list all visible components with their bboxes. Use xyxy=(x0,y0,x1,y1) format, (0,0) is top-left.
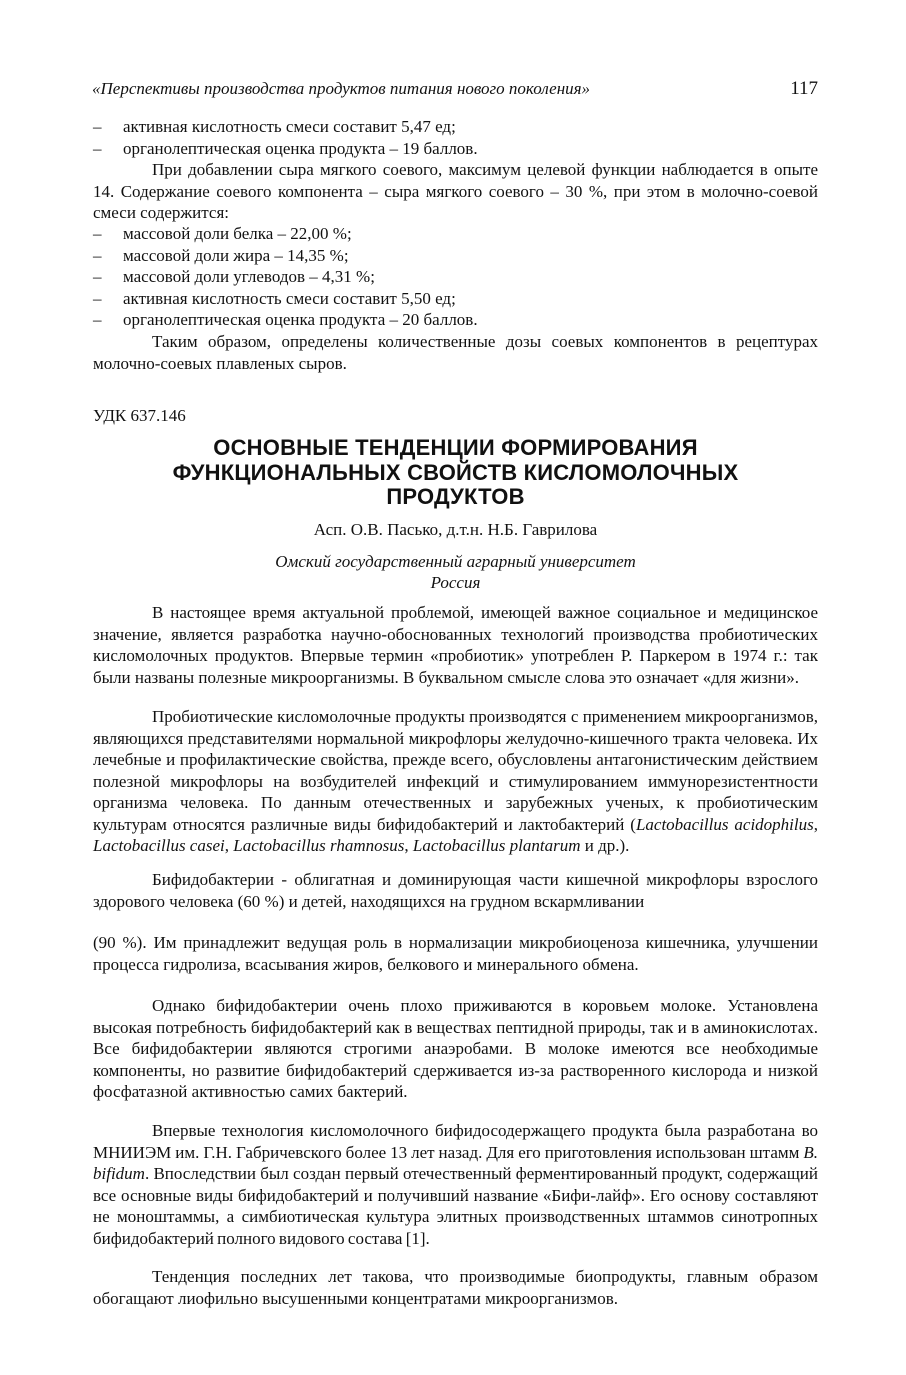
species-name: Lactobacillus rhamnosus xyxy=(233,836,405,855)
list-item: – активная кислотность смеси составит 5,50 ед; xyxy=(93,288,456,308)
list-item: – органолептическая оценка продукта – 19 баллов. xyxy=(93,138,478,158)
list-dash: – xyxy=(93,138,102,158)
university: Омский государственный аграрный университет xyxy=(275,552,636,571)
list-item: – массовой доли жира – 14,35 %; xyxy=(93,245,349,265)
strain-name: B. bifidum xyxy=(93,1142,818,1183)
list-dash: – xyxy=(93,224,102,243)
title-line: ПРОДУКТОВ xyxy=(386,484,525,509)
list-item: – активная кислотность смеси составит 5,47 ед; xyxy=(93,117,456,136)
list-dash: – xyxy=(93,310,102,329)
page-number: 117 xyxy=(790,78,818,99)
title-line: ОСНОВНЫЕ ТЕНДЕНЦИИ ФОРМИРОВАНИЯ xyxy=(213,435,698,460)
country: Россия xyxy=(430,573,481,592)
results-list-1 xyxy=(93,116,818,159)
species-name: Lactobacillus plantarum xyxy=(412,836,581,855)
body-paragraph-6: Тенденция последних лет такова, что производимые биопродукты, главным образом обогащают лиофильно высушенными концентратами микроорганизмов. xyxy=(93,1267,818,1308)
body-paragraph-5: Впервые технология кисломолочного бифидосодержащего продукта была разработана во МНИИЭМ им. Г.Н. Габричевского более 13 лет назад. Для его приготовления использован штамм B. bifidum. Впоследствии был создан первый отечественный ферментированный продукт, содержащий все основные виды бифидобактерий и получивший название «Бифи-лайф». Его основу составляют не моноштаммы, а симбиотическая культура элитных производственных штаммов синотропных бифидобактерий полного видового состава [1]. xyxy=(93,1121,818,1248)
results-list-2 xyxy=(93,223,818,331)
article-title xyxy=(93,436,818,510)
list-dash: – xyxy=(93,117,102,136)
body-paragraph-3a: Бифидобактерии - облигатная и доминирующая части кишечной микрофлоры взрослого здорового человека (60 %) и детей, находящихся на грудном вскармливании xyxy=(93,870,818,911)
udk-code: УДК 637.146 xyxy=(93,406,186,425)
list-dash: – xyxy=(93,245,102,265)
authors: Асп. О.В. Пасько, д.т.н. Н.Б. Гаврилова xyxy=(313,520,598,539)
title-line: ФУНКЦИОНАЛЬНЫХ СВОЙСТВ КИСЛОМОЛОЧНЫХ xyxy=(172,459,739,485)
body-paragraph-3b: (90 %). Им принадлежит ведущая роль в нормализации микробиоценоза кишечника, улучшении процесса гидролиза, всасывания жиров, белкового и минерального обмена. xyxy=(93,933,818,974)
intro-paragraph: При добавлении сыра мягкого соевого, максимум целевой функции наблюдается в опыте 14. Содержание соевого компонента – сыра мягкого соевого – 30 %, при этом в молочно-соевой смеси содержится: xyxy=(93,160,818,222)
body-paragraph-2: Пробиотические кисломолочные продукты производятся с применением микроорганизмов, являющихся представителями нормальной микрофлоры желудочно-кишечного тракта человека. Их лечебные и профилактические свойства, прежде всего, обусловлены антагонистическим действием полезной микрофлоры на возбудителей инфекций и стимулированием иммунорезистентности организма человека. По данным отечественных и зарубежных ученых, к пробиотическим культурам относятся различные виды бифидобактерий и лактобактерий (Lactobacillus acidophilus, Lactobacillus casei, Lactobacillus rhamnosus, Lactobacillus plantarum и др.). xyxy=(93,707,818,855)
affiliation xyxy=(93,551,818,593)
running-header xyxy=(92,78,818,104)
species-name: Lactobacillus casei xyxy=(93,836,225,855)
list-dash: – xyxy=(93,288,102,308)
body-paragraph-1: В настоящее время актуальной проблемой, имеющей важное социальное и медицинское значение, является разработка научно-обоснованных технологий производства пробиотических кисломолочных продуктов. Впервые термин «пробиотик» употреблен Р. Паркером в 1974 г.: так были названы полезные микроорганизмы. В буквальном смысле слова это означает «для жизни». xyxy=(93,603,818,687)
intro-conclusion: Таким образом, определены количественные дозы соевых компонентов в рецептурах молочно-соевых плавленых сыров. xyxy=(93,332,818,373)
body-paragraph-4: Однако бифидобактерии очень плохо приживаются в коровьем молоке. Установлена высокая потребность бифидобактерий как в веществах пептидной природы, так и в аминокислотах. Все бифидобактерии являются строгими анаэробами. В молоке имеются все необходимые компоненты, но развитие бифидобактерий сдерживается из-за растворенного кислорода и низкой фосфатазной активностью самих бактерий. xyxy=(93,996,818,1101)
list-item: – массовой доли углеводов – 4,31 %; xyxy=(93,267,375,286)
list-item: – массовой доли белка – 22,00 %; xyxy=(93,224,352,243)
list-dash: – xyxy=(93,267,102,286)
journal-title: «Перспективы производства продуктов питания нового поколения» xyxy=(92,79,591,98)
list-item: – органолептическая оценка продукта – 20 баллов. xyxy=(93,310,478,329)
species-name: Lactobacillus acidophilus xyxy=(635,814,814,834)
